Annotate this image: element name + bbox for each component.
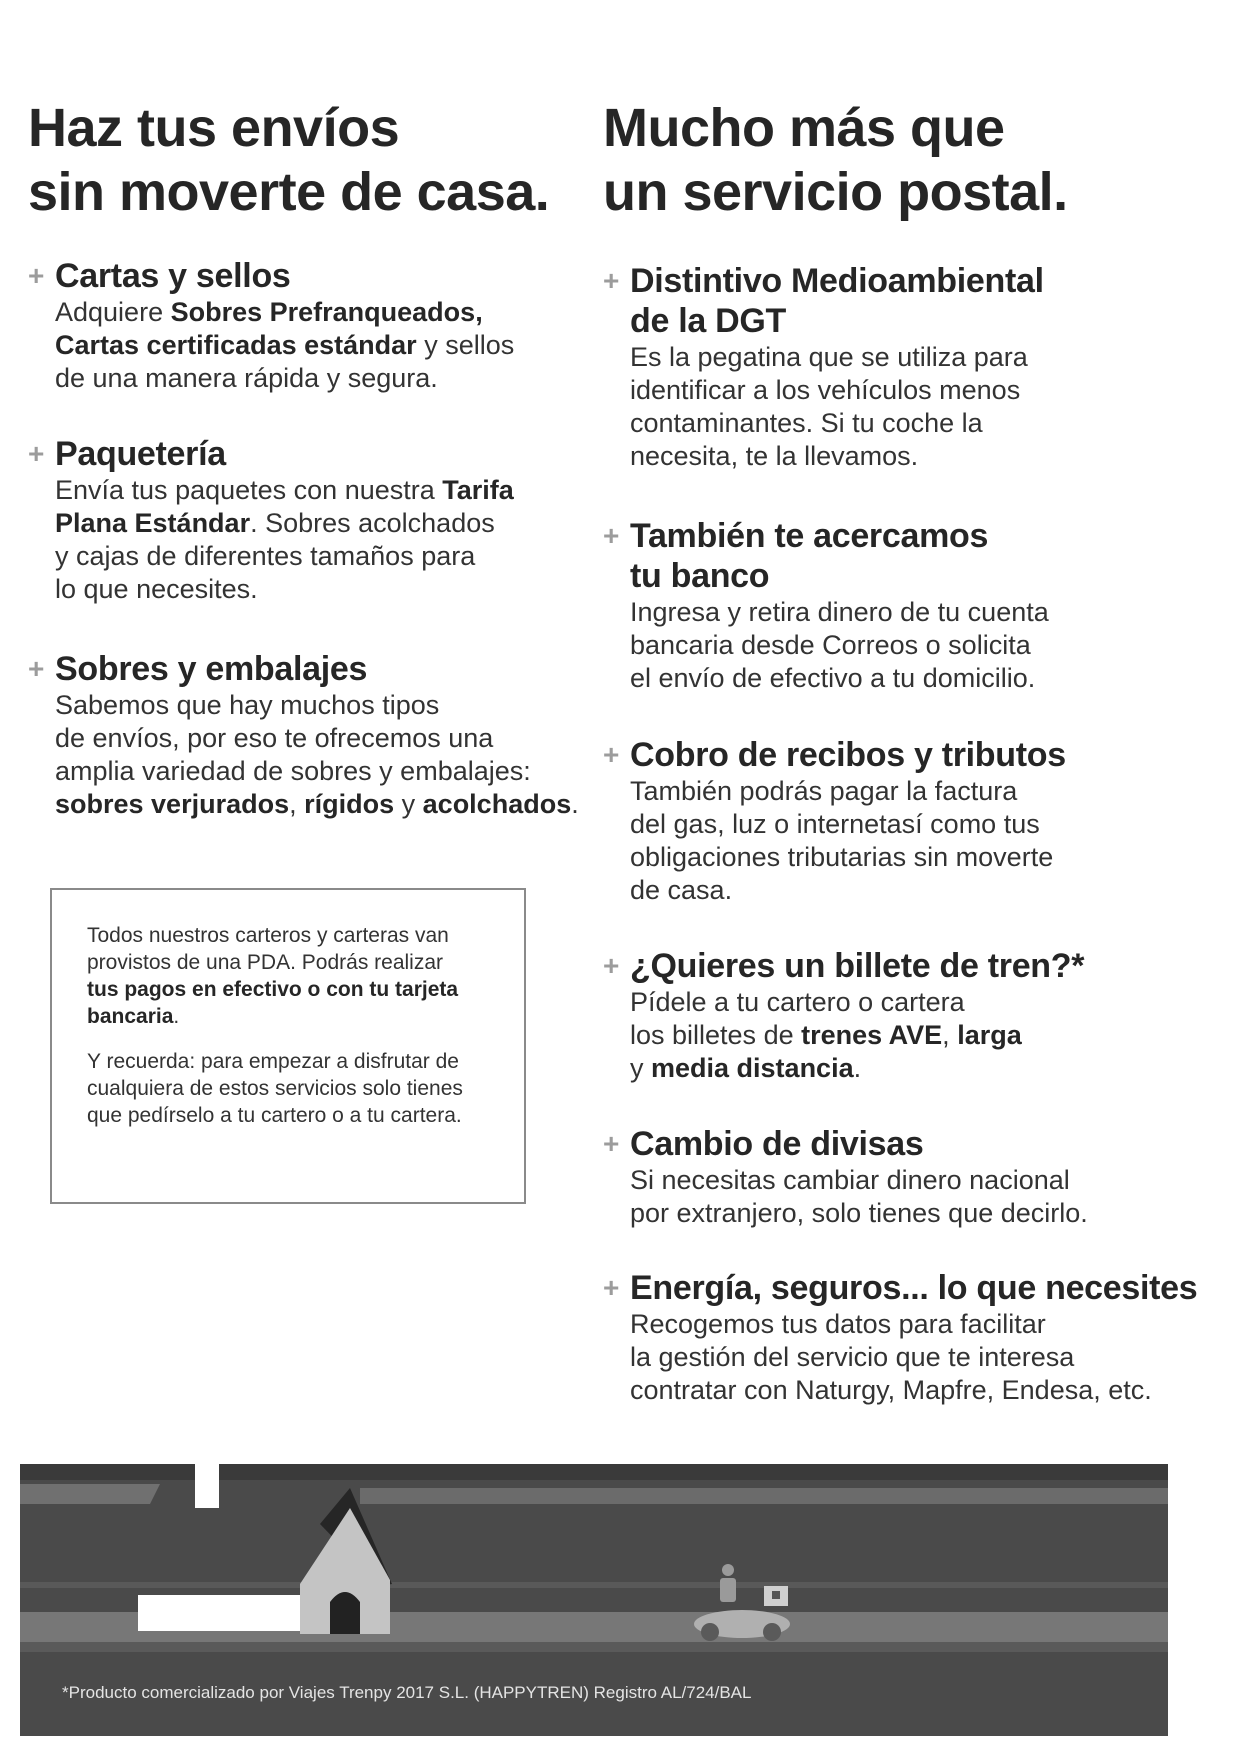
footnote: *Producto comercializado por Viajes Trenpy 2017 S.L. (HAPPYTREN) Registro AL/724/BAL [62,1683,752,1702]
street-illustration [20,1464,1168,1736]
description-line [630,629,1223,662]
text-segment: amplia variedad de sobres y embalajes: [55,756,531,786]
text-segment: Recogemos tus datos para facilitar [630,1309,1046,1339]
item-title [28,256,588,296]
text-segment: los billetes de [630,1020,802,1050]
item-title-line: tu banco [630,557,770,595]
description-line [630,662,1223,695]
note-line [87,1048,494,1075]
text-segment: y sellos [416,330,515,360]
description-line [630,407,1223,440]
text-segment: contaminantes. Si tu coche la [630,408,983,438]
description-line [55,689,588,722]
item-description [603,341,1223,473]
plus-icon: + [28,260,45,291]
text-segment: de una manera rápida y segura. [55,363,438,393]
item-description [28,296,588,395]
note-line [87,1003,494,1030]
note-line [87,922,494,949]
description-line [630,374,1223,407]
text-segment: obligaciones tributarias sin moverte [630,842,1054,872]
description-line [630,775,1223,808]
curb [20,1642,1168,1652]
item-title [28,434,588,474]
text-segment: . [571,789,579,819]
heading-line: Mucho más que [603,98,1005,158]
description-line [630,1164,1223,1197]
description-line [55,362,588,395]
wall-stripe-left [20,1484,160,1504]
heading-line: sin moverte de casa. [28,162,550,222]
heading-line: Haz tus envíos [28,98,400,158]
description-line [630,1197,1223,1230]
description-line [630,1308,1223,1341]
description-line [55,722,588,755]
plus-icon: + [603,520,620,551]
description-line [630,1052,1223,1085]
text-segment: del gas, luz o internetasí como tus [630,809,1040,839]
text-segment: Si necesitas cambiar dinero nacional [630,1165,1070,1195]
item-title [28,649,588,689]
text-segment: necesita, te la llevamos. [630,441,919,471]
item-title-line: Cartas y sellos [55,257,291,295]
description-line [630,1341,1223,1374]
item-description [603,1164,1223,1230]
item-title [603,946,1223,986]
item-description [603,775,1223,907]
text-segment: el envío de efectivo a tu domicilio. [630,663,1036,693]
text-segment: Sabemos que hay muchos tipos [55,690,440,720]
service-billete-tren [603,946,1223,1085]
note-paragraph [87,1048,494,1129]
plus-icon: + [28,653,45,684]
wall-stripe-right [360,1488,1168,1504]
text-segment: Adquiere [55,297,171,327]
text-segment: identificar a los vehículos menos [630,375,1021,405]
text-segment: Es la pegatina que se utiliza para [630,342,1028,372]
text-segment: de envíos, por eso te ofrecemos una [55,723,494,753]
service-sobres-y-embalajes [28,649,588,821]
service-cambio-divisas [603,1124,1223,1230]
bold-text: tus pagos en efectivo o con tu tarjeta [87,978,459,1001]
note-line [87,1075,494,1102]
bold-text: bancaria [87,1005,174,1028]
item-description [28,689,588,821]
text-segment: lo que necesites. [55,574,258,604]
description-line [630,1374,1223,1407]
heading-line: un servicio postal. [603,162,1068,222]
chimney-cutout [195,1464,219,1508]
description-line [630,986,1223,1019]
top-band [20,1464,1168,1480]
description-line [630,808,1223,841]
description-line [55,573,588,606]
description-line [630,874,1223,907]
bold-text: trenes AVE [801,1020,943,1050]
service-paqueteria [28,434,588,606]
service-cartas-y-sellos [28,256,588,395]
item-title [603,1124,1223,1164]
plus-icon: + [603,950,620,981]
item-title [603,516,1223,596]
pda-info-box [50,888,526,1204]
service-distintivo-dgt [603,261,1223,473]
text-segment: la gestión del servicio que te interesa [630,1342,1075,1372]
item-title [603,1268,1223,1308]
note-line [87,1102,494,1129]
text-segment: . [173,1005,180,1028]
plus-icon: + [28,438,45,469]
item-description [603,596,1223,695]
text-segment: Envía tus paquetes con nuestra [55,475,443,505]
item-title-line: Paquetería [55,435,226,473]
doghouse-door [330,1592,360,1634]
text-segment: provistos de una PDA. Podrás realizar [87,951,444,974]
bold-text: Cartas certificadas estándar [55,330,417,360]
item-description [28,474,588,606]
note-line [87,949,494,976]
note-line [87,976,494,1003]
white-block [138,1595,313,1631]
plus-icon: + [603,265,620,296]
description-line [630,440,1223,473]
text-segment: cualquiera de estos servicios solo tienes [87,1077,463,1100]
bold-text: Sobres Prefranqueados, [170,297,483,327]
text-segment: y cajas de diferentes tamaños para [55,541,476,571]
item-description [603,986,1223,1085]
text-segment: , [942,1020,958,1050]
description-line [630,596,1223,629]
item-title-line: Distintivo Medioambiental [630,262,1044,300]
bold-text: sobres verjurados [55,789,290,819]
description-line [630,341,1223,374]
text-segment: Ingresa y retira dinero de tu cuenta [630,597,1049,627]
description-line [55,474,588,507]
note-paragraph [87,922,494,1030]
description-line [55,540,588,573]
text-segment: . [853,1053,862,1083]
text-segment: , [289,789,305,819]
description-line [55,507,588,540]
item-title-line: de la DGT [630,302,786,340]
text-segment: bancaria desde Correos o solicita [630,630,1031,660]
bold-text: Plana Estándar [55,508,251,538]
plus-icon: + [603,1128,620,1159]
description-line [55,329,588,362]
item-title-line: También te acercamos [630,517,989,555]
item-title-line: Sobres y embalajes [55,650,368,688]
service-energia-seguros [603,1268,1223,1407]
text-segment: y [394,789,423,819]
text-segment: por extranjero, solo tienes que decirlo. [630,1198,1088,1228]
far-line [20,1582,1168,1588]
bold-text: larga [957,1020,1022,1050]
item-title [603,735,1223,775]
text-segment: Y recuerda: para empezar a disfrutar de [87,1050,459,1073]
bold-text: media distancia [651,1053,854,1083]
bold-text: acolchados [422,789,572,819]
description-line [630,841,1223,874]
description-line [630,1019,1223,1052]
service-banco [603,516,1223,695]
text-segment: Todos nuestros carteros y carteras van [87,924,449,947]
bold-text: Tarifa [442,475,514,505]
item-title [603,261,1223,341]
text-segment: de casa. [630,875,733,905]
item-title-line: Cobro de recibos y tributos [630,736,1066,774]
description-line [55,788,588,821]
description-line [55,755,588,788]
item-description [603,1308,1223,1407]
item-title-line: Cambio de divisas [630,1125,924,1163]
text-segment: Pídele a tu cartero o cartera [630,987,965,1017]
text-segment: . Sobres acolchados [250,508,495,538]
text-segment: También podrás pagar la factura [630,776,1018,806]
bold-text: rígidos [304,789,395,819]
item-title-line: ¿Quieres un billete de tren?* [630,947,1085,985]
description-line [55,296,588,329]
item-title-line: Energía, seguros... lo que necesites [630,1269,1198,1307]
plus-icon: + [603,739,620,770]
text-segment: que pedírselo a tu cartero o a tu cartera. [87,1104,462,1127]
text-segment: contratar con Naturgy, Mapfre, Endesa, etc. [630,1375,1152,1405]
plus-icon: + [603,1272,620,1303]
text-segment: y [630,1053,652,1083]
right-heading [603,96,1068,224]
service-recibos-tributos [603,735,1223,907]
left-heading [28,96,549,224]
